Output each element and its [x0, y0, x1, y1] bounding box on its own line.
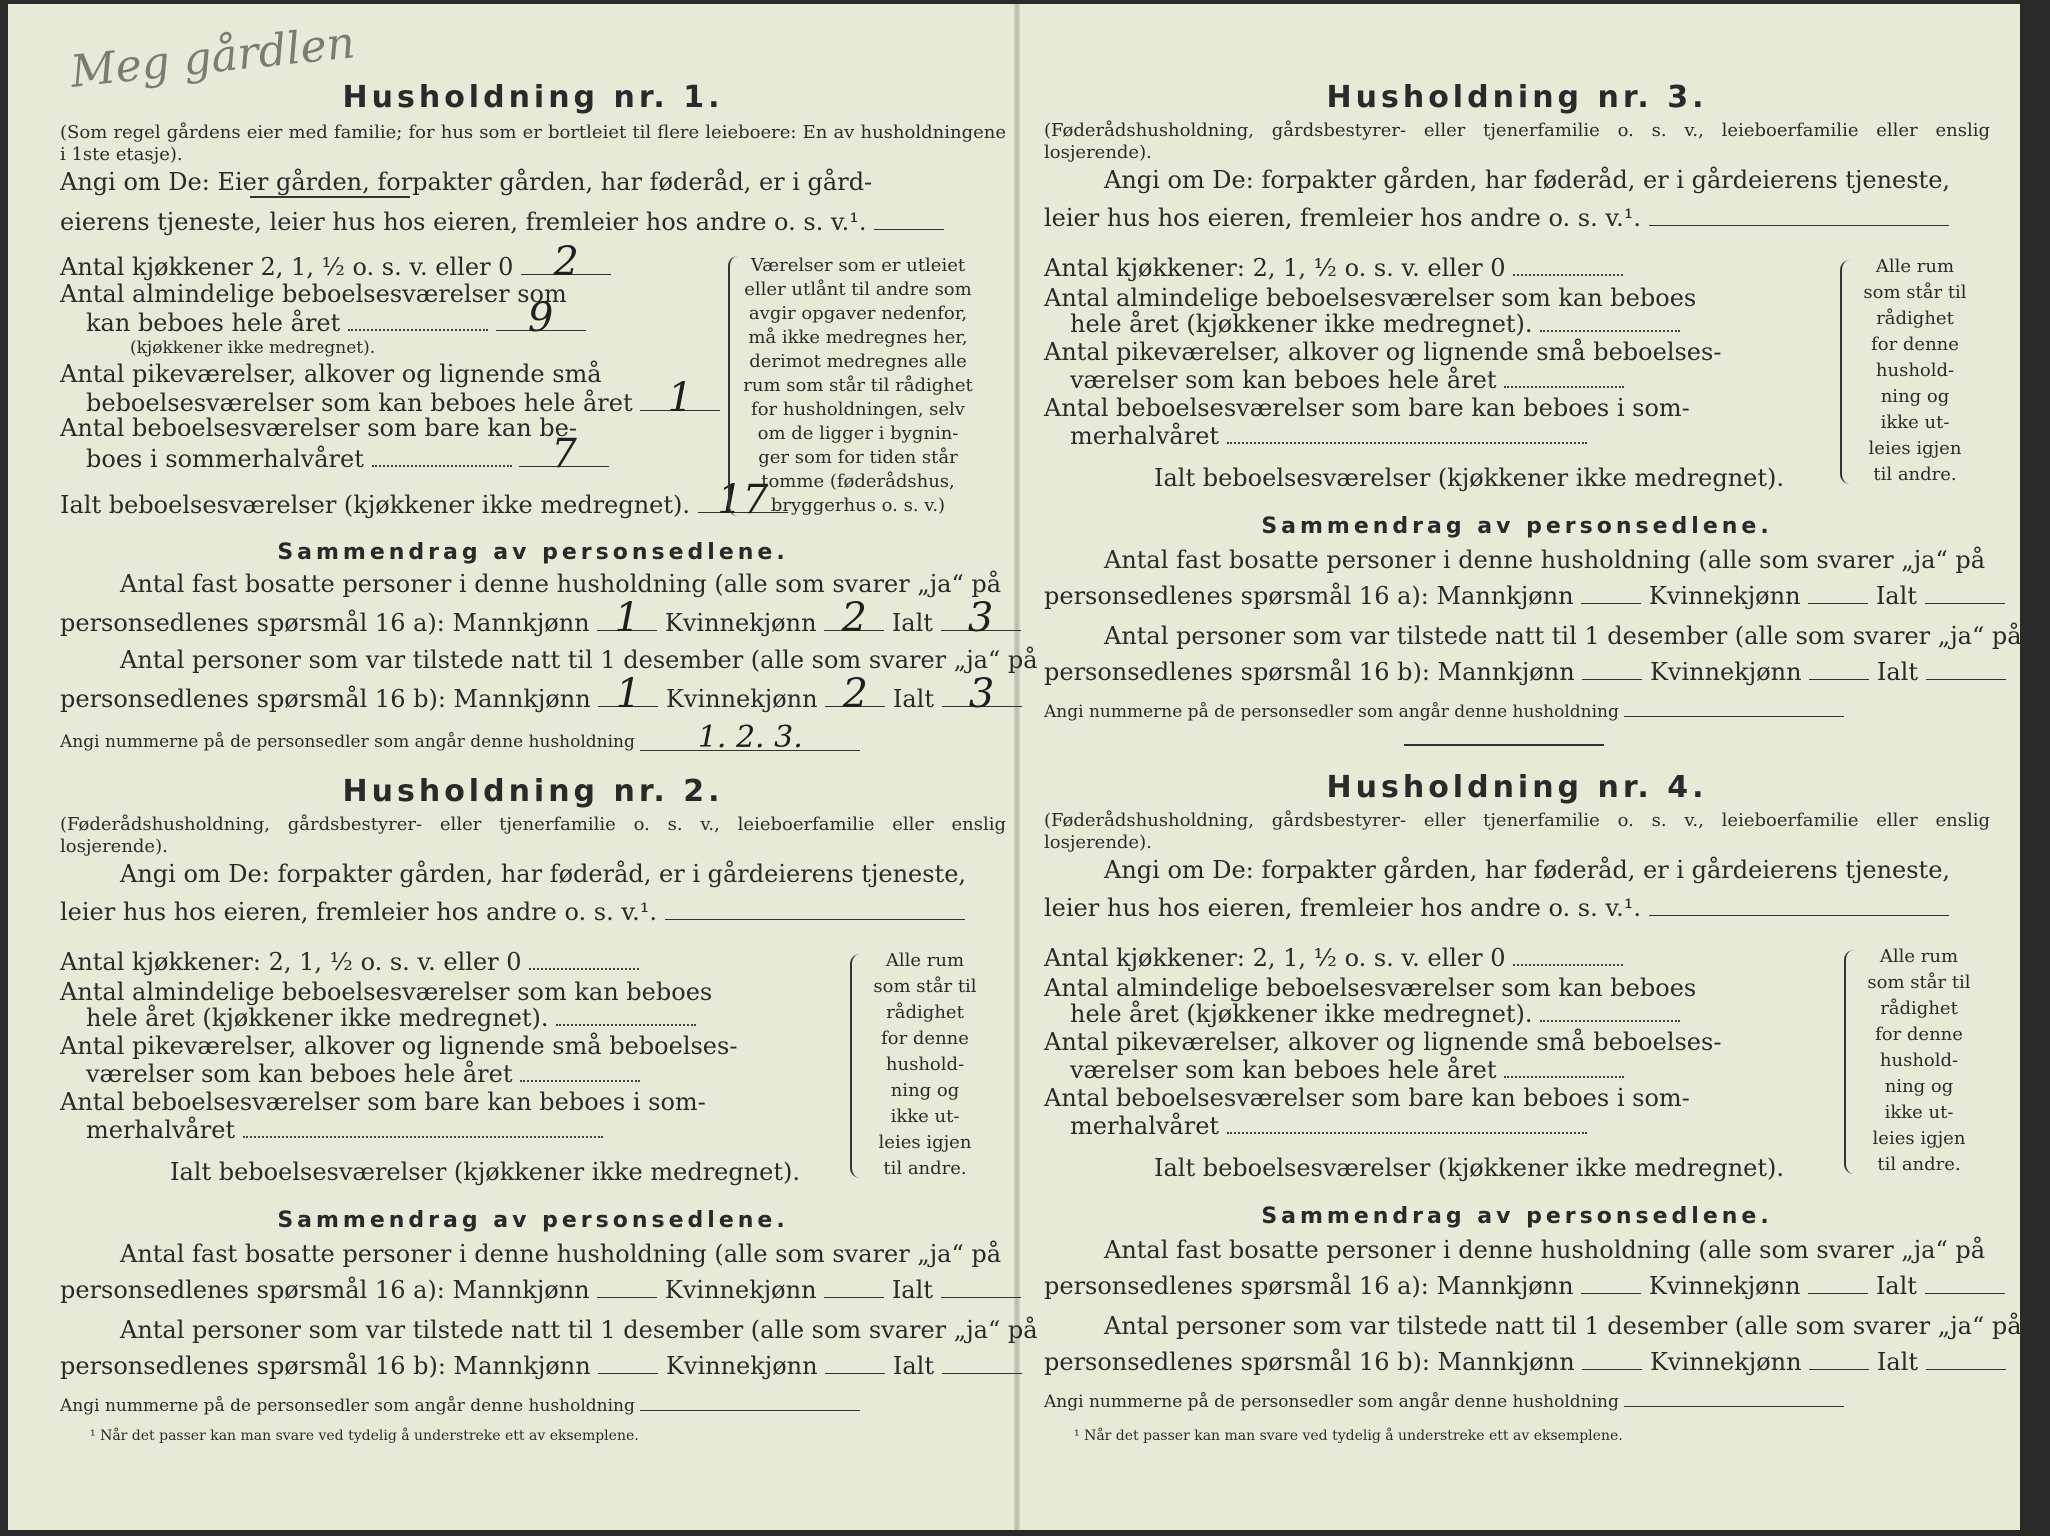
h3-side-note: Alle rum som står til rådighet for denne hushold- ning og ikke ut- leies igjen til andre. — [1863, 256, 1967, 485]
household-4-note: (Føderådshusholdning, gårdsbestyrer- eller tjenerfamilie o. s. v., leieboerfamilie eller enslig losjerende). — [1044, 810, 1990, 853]
household-2 — [60, 774, 1038, 1464]
h2-s1a: Antal fast bosatte personer i denne husholdning (alle som svarer „ja“ på — [120, 1240, 1002, 1268]
h2-small-rooms-row-b: værelser som kan beboes hele året — [86, 1060, 716, 1088]
left-page — [60, 4, 1038, 1530]
household-4 — [1044, 770, 2022, 1460]
page-fold — [1014, 4, 1020, 1530]
h2-side-note: Alle rum som står til rådighet for denne hushold- ning og ikke ut- leies igjen til andre. — [873, 950, 977, 1179]
right-page — [1044, 4, 2022, 1530]
h1-kitchens-row: Antal kjøkkener 2, 1, ½ o. s. v. eller 0 2 — [60, 250, 580, 281]
h1-rooms-row-b: kan beboes hele året 9 — [86, 306, 580, 337]
household-1-note: (Som regel gårdens eier med familie; for hus som er bortleiet til flere leieboere: En av husholdningene i 1ste etasje). — [60, 122, 1006, 165]
census-form-sheet — [8, 4, 2020, 1530]
h1-total-rooms-value: 17 — [698, 488, 788, 513]
h2-rooms-row-b: hele året (kjøkkener ikke medregnet). — [86, 1004, 716, 1032]
h2-s2b: personsedlenes spørsmål 16 b): Mannkjønn Kvinnekjønn Ialt — [60, 1352, 1006, 1380]
h2-rooms-row-a: Antal almindelige beboelsesværelser som kan beboes — [60, 978, 713, 1006]
h3-small-rooms-row-a: Antal pikeværelser, alkover og lignende små beboelses- — [1044, 338, 1722, 366]
h1-small-rooms-row-a: Antal pikeværelser, alkover og lignende små — [60, 360, 602, 388]
h3-numre: Angi nummerne på de personsedler som angår denne husholdning — [1044, 702, 1990, 722]
h1-summary-heading: Sammendrag av personsedlene. — [277, 540, 789, 565]
h2-s1b: personsedlenes spørsmål 16 a): Mannkjønn Kvinnekjønn Ialt — [60, 1276, 1006, 1304]
h3-divider — [1404, 744, 1604, 746]
h2-s2a: Antal personer som var tilstede natt til 1 desember (alle som svarer „ja“ på — [120, 1316, 1038, 1344]
h4-s2b: personsedlenes spørsmål 16 b): Mannkjønn Kvinnekjønn Ialt — [1044, 1348, 1990, 1376]
h1-summer-rooms-row-b: boes i sommerhalvåret 7 — [86, 442, 580, 473]
h2-kitchens-row: Antal kjøkkener: 2, 1, ½ o. s. v. eller 0 — [60, 948, 716, 976]
h2-small-rooms-row-a: Antal pikeværelser, alkover og lignende små beboelses- — [60, 1032, 738, 1060]
household-3-angi-line2: leier hus hos eieren, fremleier hos andre o. s. v.¹. — [1044, 204, 1990, 232]
h2-total-rooms-row: Ialt beboelsesværelser (kjøkkener ikke medregnet). — [170, 1158, 801, 1186]
household-1-heading: Husholdning nr. 1. — [342, 80, 724, 115]
h2-summary-heading: Sammendrag av personsedlene. — [277, 1208, 789, 1233]
h3-rooms-row-b: hele året (kjøkkener ikke medregnet). — [1070, 310, 1700, 338]
h2-summer-rooms-row-a: Antal beboelsesværelser som bare kan beboes i som- — [60, 1088, 706, 1116]
h4-s2a: Antal personer som var tilstede natt til 1 desember (alle som svarer „ja“ på — [1104, 1312, 2022, 1340]
h4-kitchens-row: Antal kjøkkener: 2, 1, ½ o. s. v. eller 0 — [1044, 944, 1700, 972]
h3-summer-rooms-row-b: merhalvåret — [1070, 422, 1700, 450]
h3-rooms-row-a: Antal almindelige beboelsesværelser som kan beboes — [1044, 284, 1697, 312]
h1-side-note: Værelser som er utleiet eller utlånt til andre som avgir opgaver nedenfor, må ikke medregnes her, derimot medregnes alle rum som står til rådighet for husholdningen, selv om de ligger i bygnin- ger som for tiden står tomme (føderådshus, bryggerhus o. s. v.) — [743, 255, 973, 516]
h1-rooms-row-a: Antal almindelige beboelsesværelser som — [60, 280, 567, 308]
h4-summary-heading: Sammendrag av personsedlene. — [1261, 1204, 1773, 1229]
h3-s1b: personsedlenes spørsmål 16 a): Mannkjønn Kvinnekjønn Ialt — [1044, 582, 1990, 610]
h1-small-rooms-value: 1 — [640, 386, 720, 411]
eier-underline — [250, 196, 410, 198]
h3-summer-rooms-row-a: Antal beboelsesværelser som bare kan beboes i som- — [1044, 394, 1690, 422]
h2-summer-rooms-row-b: merhalvåret — [86, 1116, 716, 1144]
footnote-right: ¹ Når det passer kan man svare ved tydelig å understreke ett av eksemplene. — [1074, 1428, 1623, 1444]
h2-numre: Angi nummerne på de personsedler som angår denne husholdning — [60, 1396, 1006, 1416]
h1-total-rooms-row: Ialt beboelsesværelser (kjøkkener ikke medregnet). 17 — [60, 488, 580, 519]
household-2-note: (Føderådshusholdning, gårdsbestyrer- eller tjenerfamilie o. s. v., leieboerfamilie eller enslig losjerende). — [60, 814, 1006, 857]
household-4-heading: Husholdning nr. 4. — [1326, 770, 1708, 805]
h1-brace — [728, 256, 740, 516]
household-1-angi-line2: eierens tjeneste, leier hus hos eieren, fremleier hos andre o. s. v.¹. — [60, 208, 1006, 236]
h4-rooms-row-a: Antal almindelige beboelsesværelser som kan beboes — [1044, 974, 1697, 1002]
h3-s1a: Antal fast bosatte personer i denne husholdning (alle som svarer „ja“ på — [1104, 546, 1986, 574]
h4-small-rooms-row-a: Antal pikeværelser, alkover og lignende små beboelses- — [1044, 1028, 1722, 1056]
household-3-angi-line1: Angi om De: forpakter gården, har føderåd, er i gårdeierens tjeneste, — [1104, 166, 1951, 194]
h1-kitchens-value: 2 — [521, 250, 611, 275]
h1-small-rooms-row-b: beboelsesværelser som kan beboes hele året 1 — [86, 386, 580, 417]
h1-summer-rooms-row-a: Antal beboelsesværelser som bare kan be- — [60, 414, 577, 442]
h1-rooms-row-c: (kjøkkener ikke medregnet). — [130, 338, 376, 358]
household-3-heading: Husholdning nr. 3. — [1326, 80, 1708, 115]
pencil-signature: Meg gårdlen — [68, 17, 358, 98]
household-2-angi-line1: Angi om De: forpakter gården, har føderåd, er i gårdeierens tjeneste, — [120, 860, 967, 888]
h1-s2b: personsedlenes spørsmål 16 b): Mannkjønn 1 Kvinnekjønn 2 Ialt 3 — [60, 682, 1006, 713]
h4-rooms-row-b: hele året (kjøkkener ikke medregnet). — [1070, 1000, 1700, 1028]
household-2-angi-line2: leier hus hos eieren, fremleier hos andre o. s. v.¹. — [60, 898, 1006, 926]
h4-summer-rooms-row-b: merhalvåret — [1070, 1112, 1700, 1140]
household-4-angi-line2: leier hus hos eieren, fremleier hos andre o. s. v.¹. — [1044, 894, 1990, 922]
h1-s2a: Antal personer som var tilstede natt til 1 desember (alle som svarer „ja“ på — [120, 646, 1038, 674]
h4-s1b: personsedlenes spørsmål 16 a): Mannkjønn Kvinnekjønn Ialt — [1044, 1272, 1990, 1300]
household-4-angi-line1: Angi om De: forpakter gården, har føderåd, er i gårdeierens tjeneste, — [1104, 856, 1951, 884]
h3-summary-heading: Sammendrag av personsedlene. — [1261, 514, 1773, 539]
h3-s2a: Antal personer som var tilstede natt til 1 desember (alle som svarer „ja“ på — [1104, 622, 2022, 650]
footnote-left: ¹ Når det passer kan man svare ved tydelig å understreke ett av eksemplene. — [90, 1428, 639, 1444]
h1-s1a: Antal fast bosatte personer i denne husholdning (alle som svarer „ja“ på — [120, 570, 1002, 598]
h4-small-rooms-row-b: værelser som kan beboes hele året — [1070, 1056, 1700, 1084]
household-2-heading: Husholdning nr. 2. — [342, 774, 724, 809]
h1-s1b: personsedlenes spørsmål 16 a): Mannkjønn 1 Kvinnekjønn 2 Ialt 3 — [60, 606, 1006, 637]
h3-s2b: personsedlenes spørsmål 16 b): Mannkjønn Kvinnekjønn Ialt — [1044, 658, 1990, 686]
h3-kitchens-row: Antal kjøkkener: 2, 1, ½ o. s. v. eller 0 — [1044, 254, 1700, 282]
household-1-angi-line1: Angi om De: Eier gården, forpakter gården, har føderåd, er i gård- — [60, 168, 873, 196]
household-3 — [1044, 80, 2022, 770]
h1-summer-rooms-value: 7 — [519, 442, 609, 467]
household-1 — [60, 4, 1038, 755]
h3-total-rooms-row: Ialt beboelsesværelser (kjøkkener ikke medregnet). — [1154, 464, 1785, 492]
h4-numre: Angi nummerne på de personsedler som angår denne husholdning — [1044, 1392, 1990, 1412]
h4-summer-rooms-row-a: Antal beboelsesværelser som bare kan beboes i som- — [1044, 1084, 1690, 1112]
h1-rooms-value: 9 — [496, 306, 586, 331]
h3-small-rooms-row-b: værelser som kan beboes hele året — [1070, 366, 1700, 394]
h4-side-note: Alle rum som står til rådighet for denne hushold- ning og ikke ut- leies igjen til andre. — [1867, 946, 1971, 1175]
h4-total-rooms-row: Ialt beboelsesværelser (kjøkkener ikke medregnet). — [1154, 1154, 1785, 1182]
household-3-note: (Føderådshusholdning, gårdsbestyrer- eller tjenerfamilie o. s. v., leieboerfamilie eller enslig losjerende). — [1044, 120, 1990, 163]
h4-s1a: Antal fast bosatte personer i denne husholdning (alle som svarer „ja“ på — [1104, 1236, 1986, 1264]
h1-numre: Angi nummerne på de personsedler som angår denne husholdning 1. 2. 3. — [60, 726, 1006, 752]
